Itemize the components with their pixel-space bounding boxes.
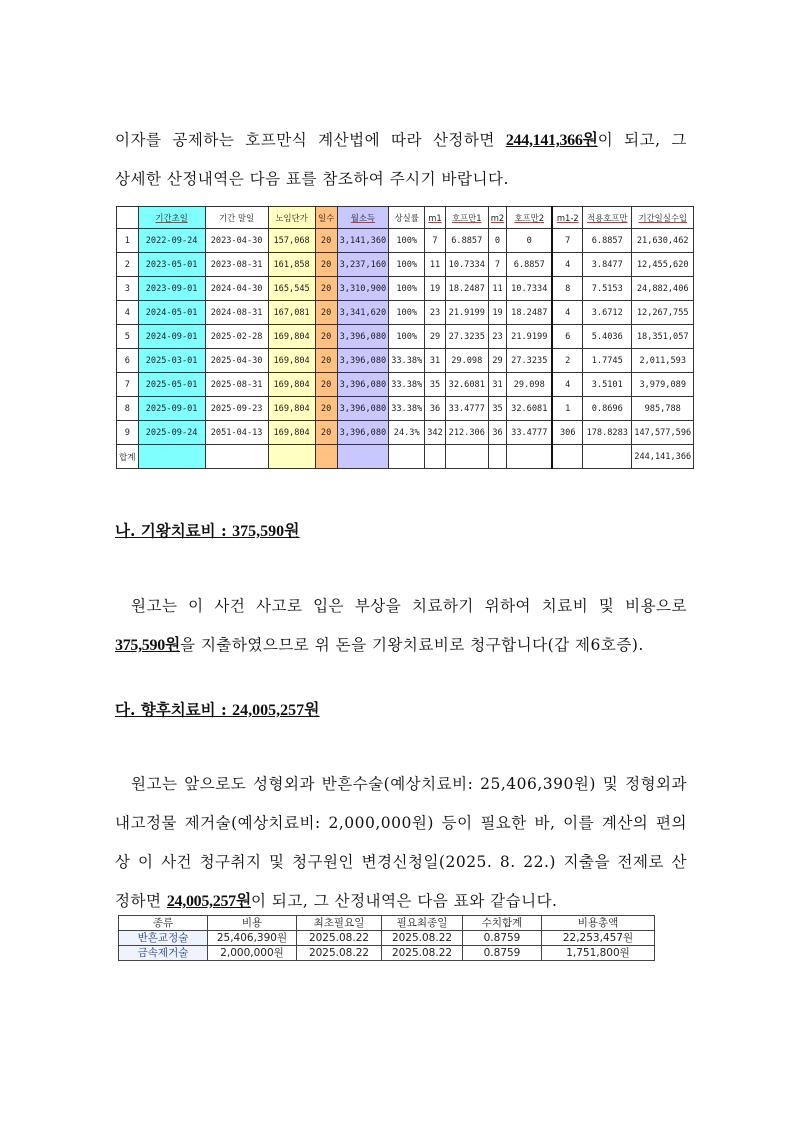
header-last-date: 필요최종일 (382, 916, 463, 931)
cell-start-date: 2023-09-01 (138, 277, 205, 301)
cell-start-date: 2023-05-01 (138, 253, 205, 277)
cell-hoffman1: 32.6081 (445, 373, 488, 397)
cell-m1: 19 (425, 277, 446, 301)
cell-wage: 157,068 (268, 229, 315, 253)
future-header-row (119, 916, 655, 931)
total-value: 244,141,366 (632, 445, 694, 469)
cell-start-date: 2024-05-01 (138, 301, 205, 325)
cell-m1: 342 (425, 421, 446, 445)
cell-start-date: 2025-05-01 (138, 373, 205, 397)
cell-end-date: 2025-02-28 (205, 325, 268, 349)
cell-period-income: 12,455,620 (632, 253, 694, 277)
na-line-2 (115, 626, 687, 665)
cell-start-date: 2025-03-01 (138, 349, 205, 373)
cell-loss-rate: 33.38% (389, 397, 425, 421)
cell-empty (445, 445, 488, 469)
cell-loss-rate: 100% (389, 253, 425, 277)
cell-hoffman1: 6.8857 (445, 229, 488, 253)
cell-hoffman2: 10.7334 (507, 277, 553, 301)
na-line-1: 원고는 이 사건 사고로 입은 부상을 치료하기 위하여 치료비 및 비용으로 (131, 597, 687, 615)
cell-hoffman1: 29.098 (445, 349, 488, 373)
cell-hoffman2: 21.9199 (507, 325, 553, 349)
cell-index: 4 (117, 301, 139, 325)
table-row (117, 397, 694, 421)
cell-hoffman2: 33.4777 (507, 421, 553, 445)
heading-amount: 24,005,257원 (232, 702, 320, 719)
cell-index: 9 (117, 421, 139, 445)
cell-empty (268, 445, 315, 469)
cell-hoffman1: 18.2487 (445, 277, 488, 301)
cell-empty (205, 445, 268, 469)
table-row (117, 349, 694, 373)
header-coefficient-sum: 수치합계 (463, 916, 542, 931)
intro-text: 이자를 공제하는 호프만식 계산법에 따라 산정하면 (115, 131, 506, 149)
cell-index: 2 (117, 253, 139, 277)
cell-monthly-income: 3,396,080 (337, 349, 389, 373)
header-m2: m2 (488, 207, 507, 229)
cell-m1-2: 8 (552, 277, 583, 301)
cell-end-date: 2023-04-30 (205, 229, 268, 253)
cell-hoffman2: 27.3235 (507, 349, 553, 373)
heading-text: 다. 향후치료비 : (115, 700, 233, 719)
cell-m2: 35 (488, 397, 507, 421)
cell-m2: 0 (488, 229, 507, 253)
cell-end-date: 2024-04-30 (205, 277, 268, 301)
cell-empty (138, 445, 205, 469)
cell-applied-hoffman: 5.4036 (583, 325, 632, 349)
cell-loss-rate: 33.38% (389, 373, 425, 397)
cell-cost: 2,000,000원 (208, 946, 297, 961)
intro-paragraph (115, 121, 687, 199)
cell-m1-2: 6 (552, 325, 583, 349)
cell-hoffman1: 33.4777 (445, 397, 488, 421)
cell-loss-rate: 24.3% (389, 421, 425, 445)
cell-loss-rate: 100% (389, 325, 425, 349)
total-amount-highlight: 244,141,366원 (505, 132, 598, 149)
table-row (117, 229, 694, 253)
cell-days: 20 (315, 397, 337, 421)
cell-period-income: 12,267,755 (632, 301, 694, 325)
cell-days: 20 (315, 229, 337, 253)
header-total-cost: 비용총액 (542, 916, 655, 931)
na-line-2-text: 을 지출하였으므로 위 돈을 기왕치료비로 청구합니다(갑 제6호증). (180, 636, 644, 654)
section-na-heading (115, 518, 300, 541)
header-m1: m1 (425, 207, 446, 229)
cell-cost: 25,406,390원 (208, 931, 297, 946)
cell-index: 7 (117, 373, 139, 397)
cell-first-date: 2025.08.22 (297, 946, 382, 961)
cell-end-date: 2051-04-13 (205, 421, 268, 445)
header-start-date: 기간초일 (138, 207, 205, 229)
cell-period-income: 3,979,089 (632, 373, 694, 397)
heading-text: 나. 기왕치료비 : (115, 521, 233, 540)
cell-start-date: 2025-09-01 (138, 397, 205, 421)
na-amount-highlight: 375,590원 (115, 637, 181, 654)
cell-period-income: 985,788 (632, 397, 694, 421)
header-days: 일수 (315, 207, 337, 229)
cell-empty (552, 445, 583, 469)
cell-applied-hoffman: 7.5153 (583, 277, 632, 301)
cell-period-income: 2,011,593 (632, 349, 694, 373)
cell-monthly-income: 3,310,900 (337, 277, 389, 301)
cell-monthly-income: 3,396,080 (337, 373, 389, 397)
table-row (117, 277, 694, 301)
cell-m1: 23 (425, 301, 446, 325)
cell-wage: 167,081 (268, 301, 315, 325)
cell-wage: 169,804 (268, 349, 315, 373)
table-row (119, 931, 655, 946)
cell-m1-2: 1 (552, 397, 583, 421)
cell-start-date: 2022-09-24 (138, 229, 205, 253)
cell-applied-hoffman: 178.8283 (583, 421, 632, 445)
cell-last-date: 2025.08.22 (382, 931, 463, 946)
cell-m2: 7 (488, 253, 507, 277)
header-period-income: 기간일실수입 (632, 207, 694, 229)
cell-monthly-income: 3,396,080 (337, 421, 389, 445)
cell-start-date: 2025-09-24 (138, 421, 205, 445)
cell-m1: 29 (425, 325, 446, 349)
cell-loss-rate: 100% (389, 277, 425, 301)
cell-wage: 169,804 (268, 397, 315, 421)
cell-m1-2: 7 (552, 229, 583, 253)
cell-index: 1 (117, 229, 139, 253)
cell-days: 20 (315, 373, 337, 397)
cell-m2: 29 (488, 349, 507, 373)
section-da-heading (115, 697, 320, 720)
cell-monthly-income: 3,341,620 (337, 301, 389, 325)
cell-m1-2: 306 (552, 421, 583, 445)
cell-applied-hoffman: 6.8857 (583, 229, 632, 253)
cell-applied-hoffman: 0.8696 (583, 397, 632, 421)
cell-days: 20 (315, 253, 337, 277)
table-row (117, 301, 694, 325)
header-hoffman1: 호프만1 (445, 207, 488, 229)
cell-period-income: 18,351,057 (632, 325, 694, 349)
cell-m1-2: 4 (552, 253, 583, 277)
header-monthly-income: 월소득 (337, 207, 389, 229)
cell-end-date: 2025-09-23 (205, 397, 268, 421)
cell-m2: 23 (488, 325, 507, 349)
heading-amount: 375,590원 (232, 523, 300, 540)
cell-end-date: 2024-08-31 (205, 301, 268, 325)
cell-days: 20 (315, 349, 337, 373)
cell-empty (315, 445, 337, 469)
cell-kind: 금속제거술 (119, 946, 208, 961)
table-row (117, 253, 694, 277)
cell-end-date: 2025-08-31 (205, 373, 268, 397)
cell-hoffman1: 21.9199 (445, 301, 488, 325)
cell-monthly-income: 3,141,360 (337, 229, 389, 253)
cell-m1: 35 (425, 373, 446, 397)
cell-end-date: 2023-08-31 (205, 253, 268, 277)
section-da-paragraph (115, 765, 687, 921)
cell-days: 20 (315, 301, 337, 325)
cell-days: 20 (315, 421, 337, 445)
da-line-4-post: 이 되고, 그 산정내역은 다음 표와 같습니다. (251, 892, 558, 910)
cell-m1: 36 (425, 397, 446, 421)
total-label: 합계 (117, 445, 139, 469)
cell-days: 20 (315, 277, 337, 301)
cell-hoffman1: 27.3235 (445, 325, 488, 349)
da-amount-highlight: 24,005,257원 (166, 893, 252, 910)
cell-m2: 19 (488, 301, 507, 325)
cell-end-date: 2025-04-30 (205, 349, 268, 373)
cell-m1-2: 2 (552, 349, 583, 373)
da-line-4-pre: 정하면 (115, 892, 167, 910)
cell-m1-2: 4 (552, 301, 583, 325)
cell-hoffman1: 212.306 (445, 421, 488, 445)
cell-loss-rate: 100% (389, 301, 425, 325)
cell-m1-2: 4 (552, 373, 583, 397)
table-header-row (117, 207, 694, 229)
cell-index: 8 (117, 397, 139, 421)
cell-empty (425, 445, 446, 469)
table-row (117, 421, 694, 445)
header-wage: 노임단가 (268, 207, 315, 229)
cell-empty (507, 445, 553, 469)
cell-m1: 11 (425, 253, 446, 277)
header-end-date: 기간 말일 (205, 207, 268, 229)
table-row (119, 946, 655, 961)
header-cost: 비용 (208, 916, 297, 931)
cell-total-cost: 22,253,457원 (542, 931, 655, 946)
cell-empty (488, 445, 507, 469)
cell-m2: 31 (488, 373, 507, 397)
cell-loss-rate: 100% (389, 229, 425, 253)
da-line-1: 원고는 앞으로도 성형외과 반흔수술(예상치료비: 25,406,390원) 및 정형외과 (131, 775, 687, 793)
header-loss-rate: 상실률 (389, 207, 425, 229)
cell-hoffman2: 29.098 (507, 373, 553, 397)
cell-start-date: 2024-09-01 (138, 325, 205, 349)
cell-wage: 169,804 (268, 325, 315, 349)
intro-line-2: 상세한 산정내역은 다음 표를 참조하여 주시기 바랍니다. (115, 170, 509, 188)
cell-period-income: 21,630,462 (632, 229, 694, 253)
cell-applied-hoffman: 3.6712 (583, 301, 632, 325)
intro-text-post: 이 되고, 그 (597, 131, 687, 149)
cell-monthly-income: 3,396,080 (337, 397, 389, 421)
cell-index: 5 (117, 325, 139, 349)
cell-days: 20 (315, 325, 337, 349)
cell-applied-hoffman: 1.7745 (583, 349, 632, 373)
intro-line-1 (115, 121, 687, 160)
cell-index: 3 (117, 277, 139, 301)
cell-hoffman1: 10.7334 (445, 253, 488, 277)
header-kind: 종류 (119, 916, 208, 931)
cell-wage: 169,804 (268, 421, 315, 445)
cell-applied-hoffman: 3.8477 (583, 253, 632, 277)
da-line-3: 상 이 사건 청구취지 및 청구원인 변경신청일(2025. 8. 22.) 지출을 전제로 산 (115, 853, 687, 871)
table-row (117, 325, 694, 349)
header-hoffman2: 호프만2 (507, 207, 553, 229)
cell-coefficient-sum: 0.8759 (463, 946, 542, 961)
cell-wage: 161,858 (268, 253, 315, 277)
cell-first-date: 2025.08.22 (297, 931, 382, 946)
table-row (117, 373, 694, 397)
table-total-row (117, 445, 694, 469)
cell-monthly-income: 3,396,080 (337, 325, 389, 349)
header-index (117, 207, 139, 229)
cell-loss-rate: 33.38% (389, 349, 425, 373)
cell-m2: 11 (488, 277, 507, 301)
cell-period-income: 147,577,596 (632, 421, 694, 445)
cell-m1: 31 (425, 349, 446, 373)
cell-wage: 169,804 (268, 373, 315, 397)
section-na-paragraph (115, 587, 687, 665)
cell-applied-hoffman: 3.5101 (583, 373, 632, 397)
cell-wage: 165,545 (268, 277, 315, 301)
cell-hoffman2: 0 (507, 229, 553, 253)
future-treatment-table (118, 915, 655, 961)
cell-empty (389, 445, 425, 469)
cell-kind: 반흔교정술 (119, 931, 208, 946)
cell-index: 6 (117, 349, 139, 373)
header-m1-2: m1-2 (552, 207, 583, 229)
cell-m2: 36 (488, 421, 507, 445)
da-line-2: 내고정물 제거술(예상치료비: 2,000,000원) 등이 필요한 바, 이를 계산의 편의 (115, 814, 687, 832)
header-first-date: 최초필요일 (297, 916, 382, 931)
cell-empty (583, 445, 632, 469)
cell-m1: 7 (425, 229, 446, 253)
cell-period-income: 24,882,406 (632, 277, 694, 301)
cell-hoffman2: 32.6081 (507, 397, 553, 421)
cell-coefficient-sum: 0.8759 (463, 931, 542, 946)
lost-income-table (116, 206, 694, 469)
cell-last-date: 2025.08.22 (382, 946, 463, 961)
cell-total-cost: 1,751,800원 (542, 946, 655, 961)
cell-empty (337, 445, 389, 469)
cell-monthly-income: 3,237,160 (337, 253, 389, 277)
header-applied-hoffman: 적용호프만 (583, 207, 632, 229)
cell-hoffman2: 6.8857 (507, 253, 553, 277)
cell-hoffman2: 18.2487 (507, 301, 553, 325)
